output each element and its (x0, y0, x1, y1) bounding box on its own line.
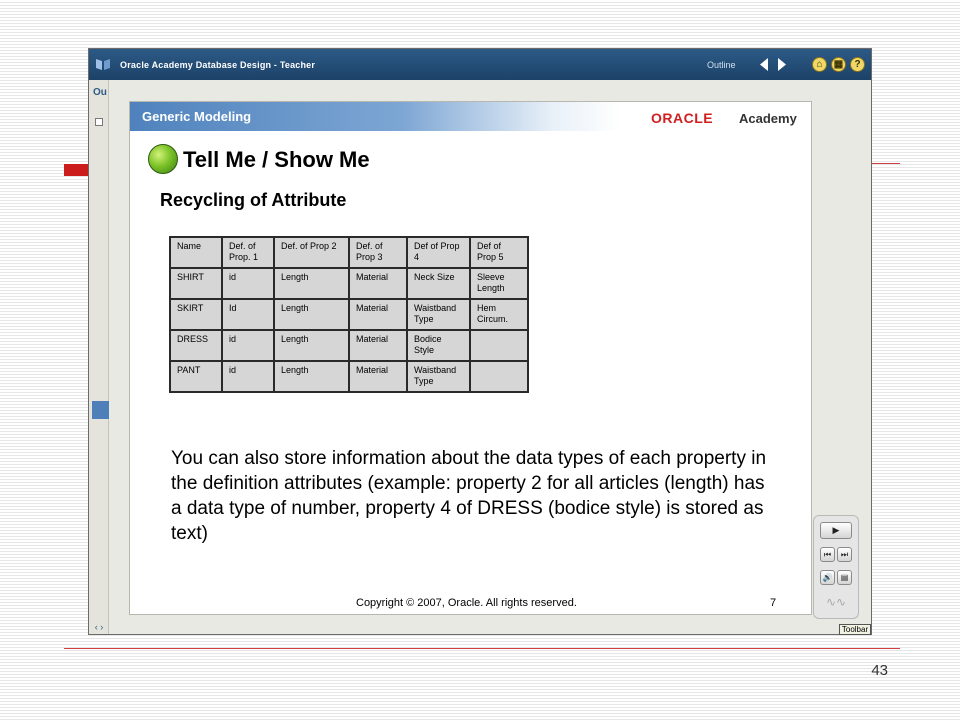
table-cell: Hem Circum. (470, 299, 528, 330)
table-header-row (170, 237, 528, 268)
table-cell: SHIRT (170, 268, 222, 299)
audio-button[interactable]: 🔊 (820, 570, 835, 585)
outline-link[interactable]: Outline (707, 60, 736, 70)
table-cell: Neck Size (407, 268, 470, 299)
notes-button[interactable]: ▤ (837, 570, 852, 585)
green-ball-icon (148, 144, 178, 174)
slide-subtitle: Recycling of Attribute (160, 190, 347, 210)
table-cell: Length (274, 268, 349, 299)
module-title: Generic Modeling (142, 109, 252, 124)
playback-control-panel (813, 515, 859, 619)
column-header: Def of Prop 5 (470, 237, 528, 268)
next-arrow-icon[interactable] (777, 58, 787, 71)
table-row (170, 268, 528, 299)
decorative-red-bar (64, 164, 90, 176)
book-icon (95, 56, 111, 72)
title-bar (89, 49, 871, 80)
table-cell: Length (274, 330, 349, 361)
table-cell: Material (349, 330, 407, 361)
play-button[interactable]: ▶ (820, 522, 852, 539)
toolbar-button[interactable]: Toolbar (839, 624, 871, 635)
help-button[interactable]: ? (850, 57, 865, 72)
attribute-table (169, 236, 529, 393)
slide-body-text: You can also store information about the data types of each property in the definition attributes (example: property 2 for all articles (length) has a data type of number, property 4 of DRESS (bodice style) is stored as text) (171, 448, 767, 544)
table-cell: SKIRT (170, 299, 222, 330)
home-icon[interactable]: ⌂ (812, 57, 827, 72)
decorative-red-line (64, 648, 900, 649)
decorative-red-line-top (868, 163, 900, 164)
oracle-logo: ORACLE (651, 110, 714, 126)
table-cell: PANT (170, 361, 222, 392)
table-cell: DRESS (170, 330, 222, 361)
column-header: Def. of Prop 3 (349, 237, 407, 268)
table-row (170, 330, 528, 361)
previous-slide-button[interactable]: ⏮ (820, 547, 835, 562)
table-cell: Length (274, 361, 349, 392)
table-cell: Material (349, 361, 407, 392)
table-cell: Bodice Style (407, 330, 470, 361)
table-cell: Id (222, 299, 274, 330)
table-row (170, 299, 528, 330)
panel-scroll-arrows[interactable]: ‹ › (94, 622, 104, 632)
table-cell: Waistband Type (407, 299, 470, 330)
table-cell: Material (349, 299, 407, 330)
app-window (88, 48, 872, 635)
column-header: Name (170, 237, 222, 268)
previous-arrow-icon[interactable] (759, 58, 769, 71)
academy-logo: Academy (739, 111, 797, 126)
slide-page-number: 7 (770, 597, 777, 609)
expand-box-icon[interactable] (95, 118, 103, 126)
copyright-text: Copyright © 2007, Oracle. All rights reserved. (356, 597, 577, 609)
table-cell: id (222, 361, 274, 392)
slide-header (130, 102, 811, 131)
presentation-page-number: 43 (871, 662, 888, 679)
table-cell: id (222, 330, 274, 361)
table-cell (470, 330, 528, 361)
app-title: Oracle Academy Database Design - Teacher (120, 60, 316, 70)
table-cell: Material (349, 268, 407, 299)
table-cell: Waistband Type (407, 361, 470, 392)
grid-icon[interactable]: ▦ (831, 57, 846, 72)
slide (129, 101, 812, 615)
outline-panel-label[interactable]: Ou (93, 87, 107, 98)
column-header: Def. of Prop. 1 (222, 237, 274, 268)
outline-panel (89, 80, 109, 634)
table-row (170, 361, 528, 392)
table-cell: id (222, 268, 274, 299)
next-slide-button[interactable]: ⏭ (837, 547, 852, 562)
outline-selection-marker (92, 401, 109, 419)
table-cell (470, 361, 528, 392)
section-title: Tell Me / Show Me (183, 147, 370, 172)
closed-caption-icon[interactable]: ∿∿ (825, 595, 847, 609)
column-header: Def. of Prop 2 (274, 237, 349, 268)
table-cell: Sleeve Length (470, 268, 528, 299)
column-header: Def of Prop 4 (407, 237, 470, 268)
table-cell: Length (274, 299, 349, 330)
